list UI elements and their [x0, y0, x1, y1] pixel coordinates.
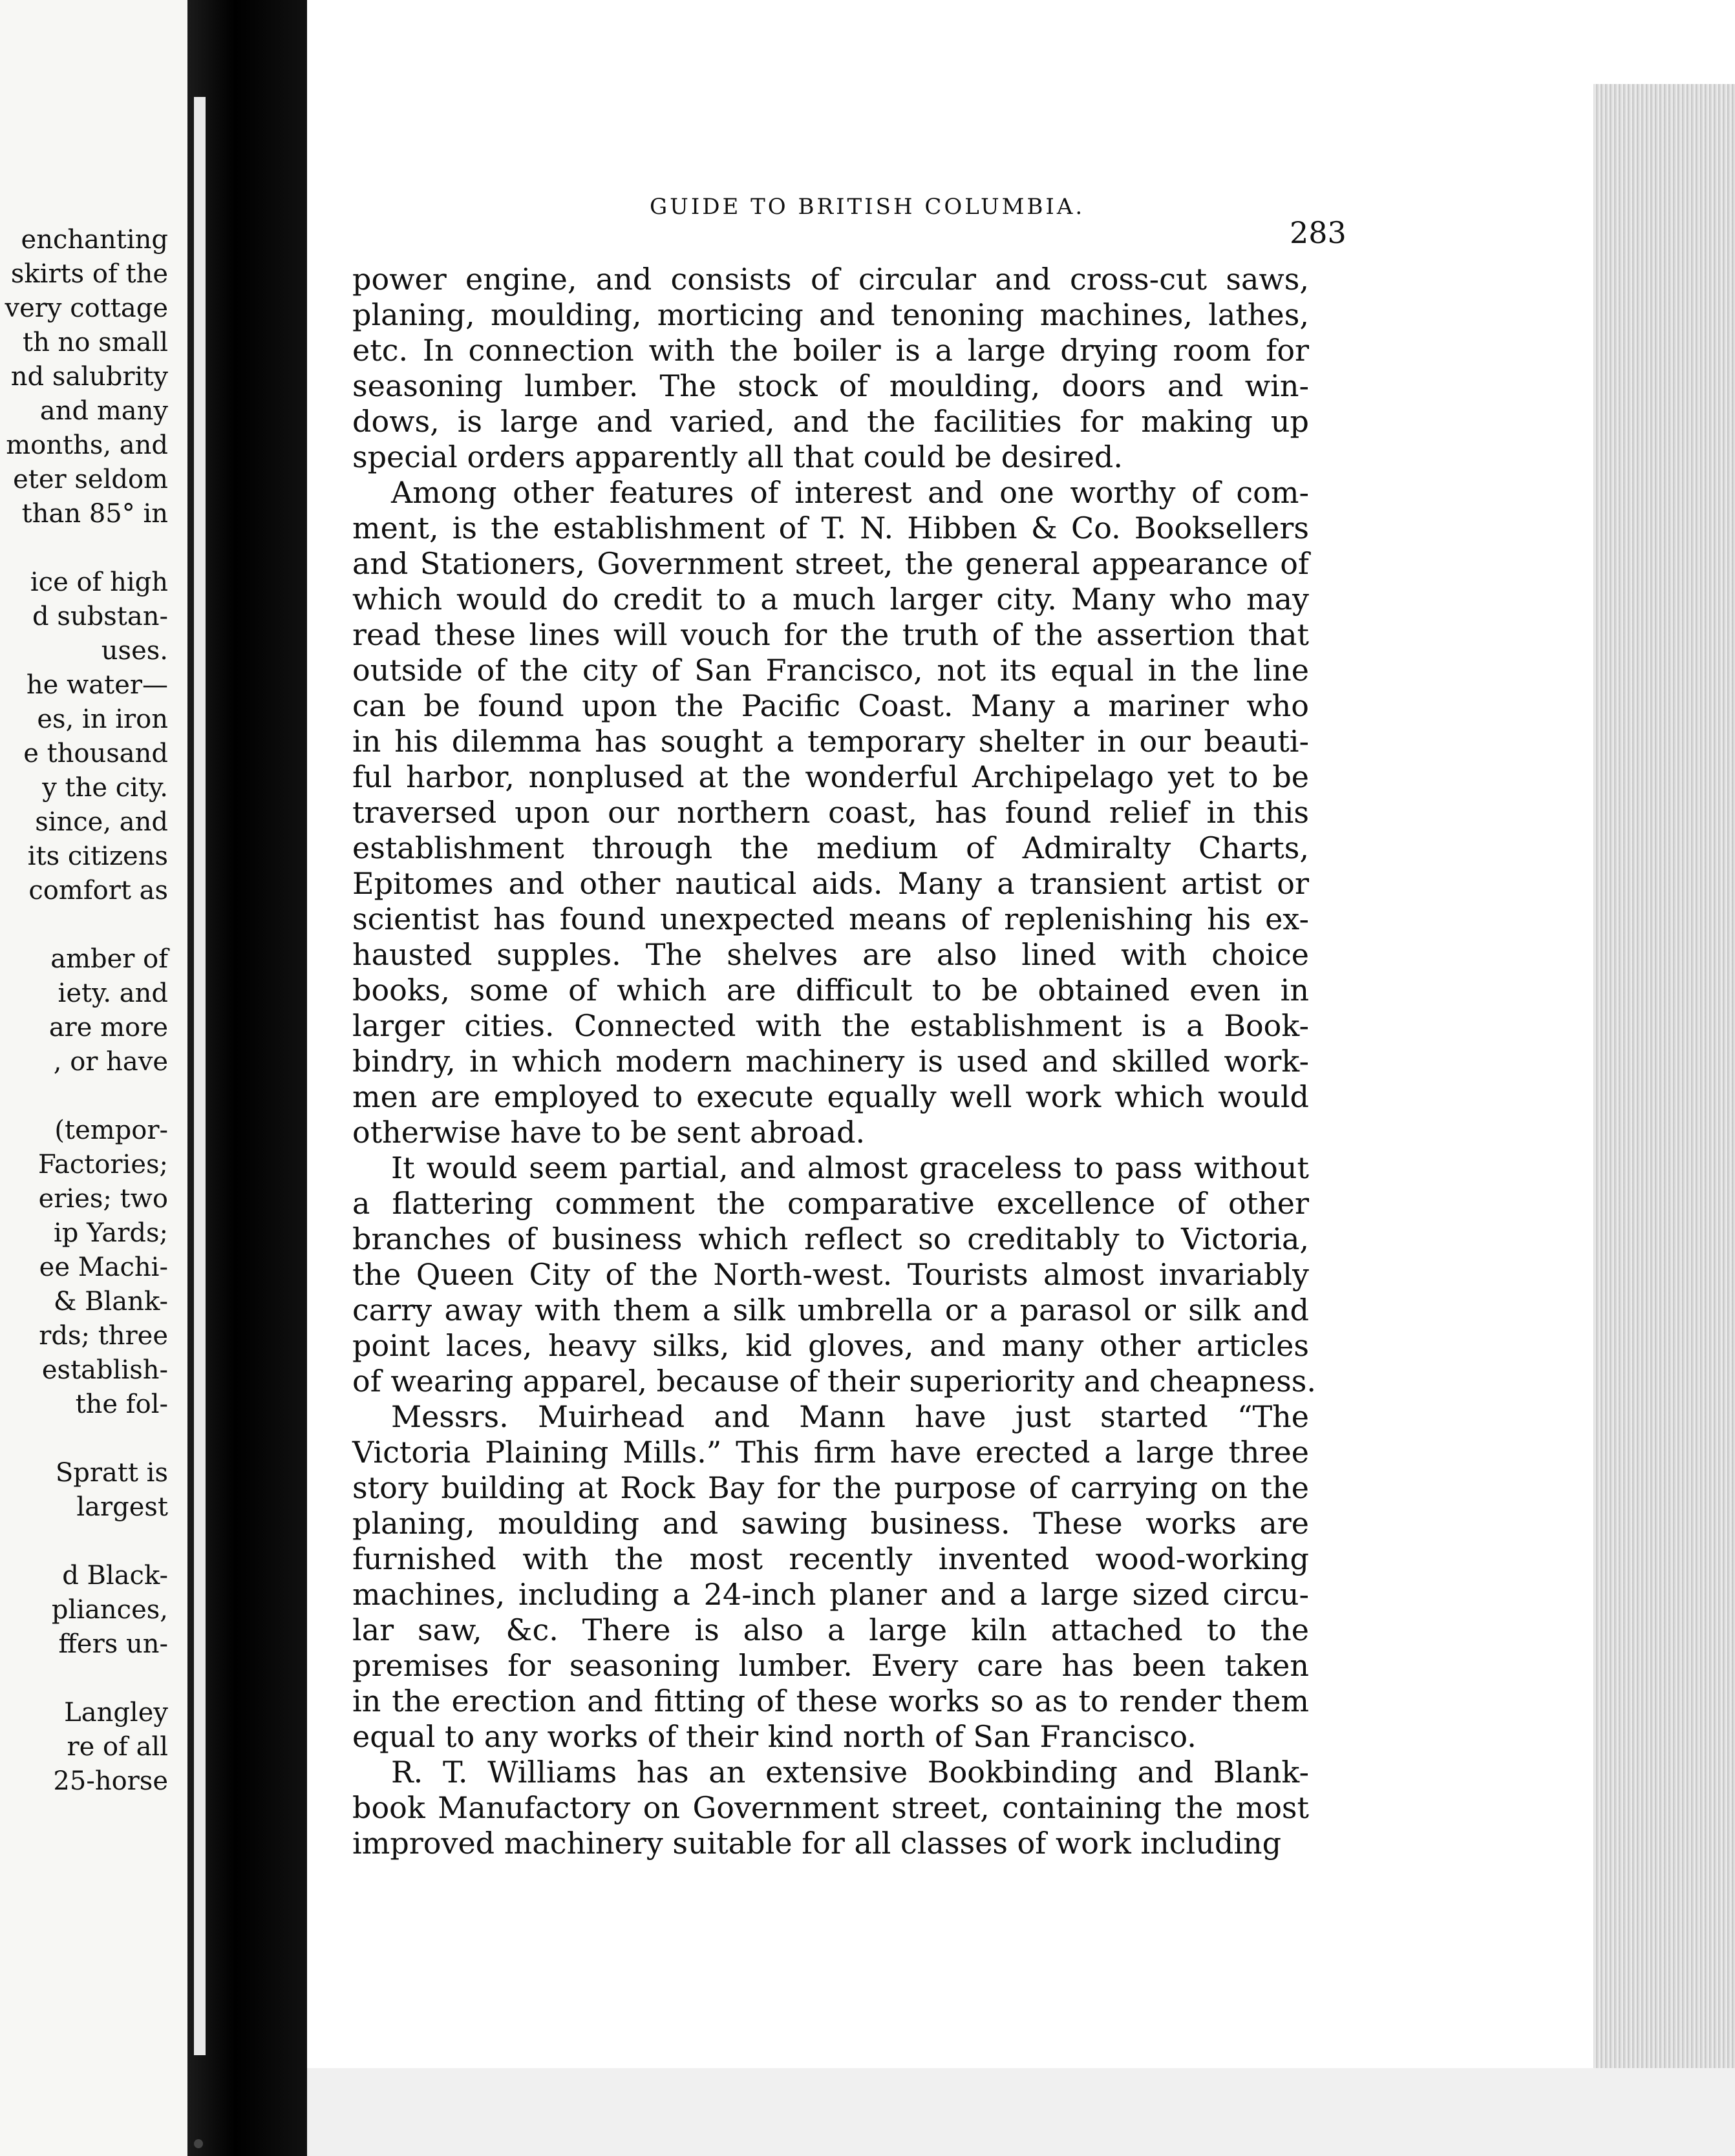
body-line: Epitomes and other nautical aids. Many a transient artist or — [352, 866, 1309, 901]
left-page-line: eries; two — [38, 1184, 168, 1214]
left-page-line: d substan- — [32, 602, 168, 631]
body-line: etc. In connection with the boiler is a large drying room for — [352, 333, 1309, 368]
body-line: outside of the city of San Francisco, not its equal in the line — [352, 653, 1309, 688]
page-bottom-shadow — [307, 2068, 1735, 2156]
left-page-line: es, in iron — [37, 704, 168, 734]
left-line-gap — [0, 1079, 168, 1114]
body-line: improved machinery suitable for all classes of work including — [352, 1826, 1282, 1861]
body-line: traversed upon our northern coast, has found relief in this — [352, 795, 1309, 830]
left-page-line: ice of high — [30, 567, 168, 597]
left-page-line: ee Machi- — [39, 1252, 168, 1282]
body-line: in his dilemma has sought a temporary shelter in our beauti- — [352, 724, 1309, 759]
left-page-line: are more — [48, 1013, 168, 1042]
left-page-text — [0, 223, 168, 1799]
body-line: R. T. Williams has an extensive Bookbinding and Blank- — [391, 1755, 1309, 1790]
body-line: machines, including a 24-inch planer and a large sized circu- — [352, 1577, 1309, 1612]
left-line-gap — [0, 1662, 168, 1696]
left-page-line: uses. — [101, 636, 168, 666]
left-page-line: pliances, — [51, 1595, 168, 1625]
body-line: books, some of which are difficult to be obtained even in — [352, 973, 1309, 1008]
body-line: power engine, and consists of circular and cross-cut saws, — [352, 262, 1309, 297]
body-line: Victoria Plaining Mills.” This firm have erected a large three — [352, 1435, 1309, 1470]
left-page-fragment — [0, 0, 187, 2156]
left-line-gap — [0, 1422, 168, 1456]
left-page-line: , or have — [53, 1047, 168, 1077]
left-page-line: enchanting — [21, 225, 168, 255]
left-page-line: & Blank- — [53, 1287, 168, 1316]
body-line: special orders apparently all that could be desired. — [352, 439, 1123, 474]
page-edges — [1593, 84, 1735, 2156]
body-line: book Manufactory on Government street, containing the most — [352, 1790, 1309, 1825]
left-page-line: since, and — [35, 807, 168, 837]
left-page-line: th no small — [23, 328, 168, 357]
left-page-line: and many — [39, 396, 168, 426]
body-line: a flattering comment the comparative excellence of other — [352, 1186, 1309, 1221]
ink-blot — [194, 2139, 203, 2148]
left-page-line: months, and — [6, 430, 168, 460]
body-line: read these lines will vouch for the truth of the assertion that — [352, 617, 1309, 652]
body-line: and Stationers, Government street, the general appearance of — [352, 546, 1309, 581]
left-page-line: skirts of the — [10, 259, 168, 289]
left-page-line: comfort as — [28, 876, 168, 905]
page-number: 283 — [1290, 215, 1346, 250]
left-page-line: its citizens — [27, 841, 168, 871]
left-page-line: he water— — [26, 670, 168, 700]
left-page-line: very cottage — [5, 293, 168, 323]
body-line: men are employed to execute equally well work which would — [352, 1079, 1309, 1114]
body-line: larger cities. Connected with the establishment is a Book- — [352, 1008, 1309, 1043]
body-line: seasoning lumber. The stock of moulding, doors and win- — [352, 368, 1309, 403]
left-page-line: (tempor- — [54, 1115, 168, 1145]
body-line: scientist has found unexpected means of replenishing his ex- — [352, 902, 1309, 936]
left-page-line: nd salubrity — [10, 362, 168, 392]
body-line: otherwise have to be sent abroad. — [352, 1115, 866, 1150]
body-line: the Queen City of the North-west. Tourists almost invariably — [352, 1257, 1309, 1292]
left-page-line: largest — [76, 1492, 168, 1522]
body-line: equal to any works of their kind north of San Francisco. — [352, 1719, 1197, 1754]
body-line: planing, moulding and sawing business. These works are — [352, 1506, 1309, 1541]
body-line: which would do credit to a much larger city. Many who may — [352, 582, 1309, 617]
body-line: in the erection and fitting of these works so as to render them — [352, 1684, 1309, 1718]
left-line-gap — [0, 531, 168, 565]
body-line: ful harbor, nonplused at the wonderful Archipelago yet to be — [352, 759, 1309, 794]
body-line: of wearing apparel, because of their superiority and cheapness. — [352, 1364, 1316, 1399]
body-line: Messrs. Muirhead and Mann have just started “The — [391, 1399, 1309, 1434]
left-page-line: eter seldom — [13, 465, 168, 494]
left-page-line: e thousand — [23, 739, 168, 768]
left-page-line: than 85° in — [21, 499, 168, 529]
body-line: carry away with them a silk umbrella or a parasol or silk and — [352, 1293, 1309, 1327]
left-page-line: d Black- — [62, 1561, 168, 1591]
body-line: branches of business which reflect so creditably to Victoria, — [352, 1221, 1309, 1256]
left-page-line: y the city. — [42, 773, 168, 803]
left-page-line: ffers un- — [58, 1629, 168, 1659]
body-line: ment, is the establishment of T. N. Hibben & Co. Booksellers — [352, 511, 1309, 545]
left-page-line: the fol- — [75, 1390, 168, 1419]
body-line: story building at Rock Bay for the purpose of carrying on the — [352, 1470, 1309, 1505]
body-line: planing, moulding, morticing and tenoning machines, lathes, — [352, 297, 1309, 332]
left-page-line: rds; three — [39, 1321, 168, 1351]
left-page-line: establish- — [41, 1355, 168, 1385]
left-page-line: ip Yards; — [54, 1218, 168, 1248]
body-text — [352, 262, 1316, 1861]
left-page-line: amber of — [50, 944, 168, 974]
left-page-line: Spratt is — [55, 1458, 168, 1488]
left-line-gap — [0, 908, 168, 942]
left-page-line: iety. and — [58, 978, 168, 1008]
body-line: bindry, in which modern machinery is used and skilled work- — [352, 1044, 1309, 1079]
running-head: GUIDE TO BRITISH COLUMBIA. — [650, 194, 1085, 220]
gutter-edge — [194, 97, 206, 2055]
left-page-line: 25-horse — [53, 1766, 168, 1796]
body-line: lar saw, &c. There is also a large kiln attached to the — [352, 1612, 1309, 1647]
body-line: furnished with the most recently invented wood-working — [352, 1541, 1309, 1576]
body-line: dows, is large and varied, and the facilities for making up — [352, 404, 1309, 439]
left-page-line: Langley — [64, 1698, 168, 1728]
body-line: premises for seasoning lumber. Every care has been taken — [352, 1648, 1309, 1683]
left-line-gap — [0, 1525, 168, 1559]
body-line: It would seem partial, and almost graceless to pass without — [391, 1150, 1309, 1185]
body-line: point laces, heavy silks, kid gloves, and many other articles — [352, 1328, 1309, 1363]
body-line: Among other features of interest and one worthy of com- — [391, 475, 1309, 510]
left-page-line: Factories; — [37, 1150, 168, 1179]
body-line: hausted supples. The shelves are also lined with choice — [352, 937, 1309, 972]
body-line: establishment through the medium of Admiralty Charts, — [352, 830, 1309, 865]
left-page-line: re of all — [67, 1732, 168, 1762]
body-line: can be found upon the Pacific Coast. Many a mariner who — [352, 688, 1309, 723]
